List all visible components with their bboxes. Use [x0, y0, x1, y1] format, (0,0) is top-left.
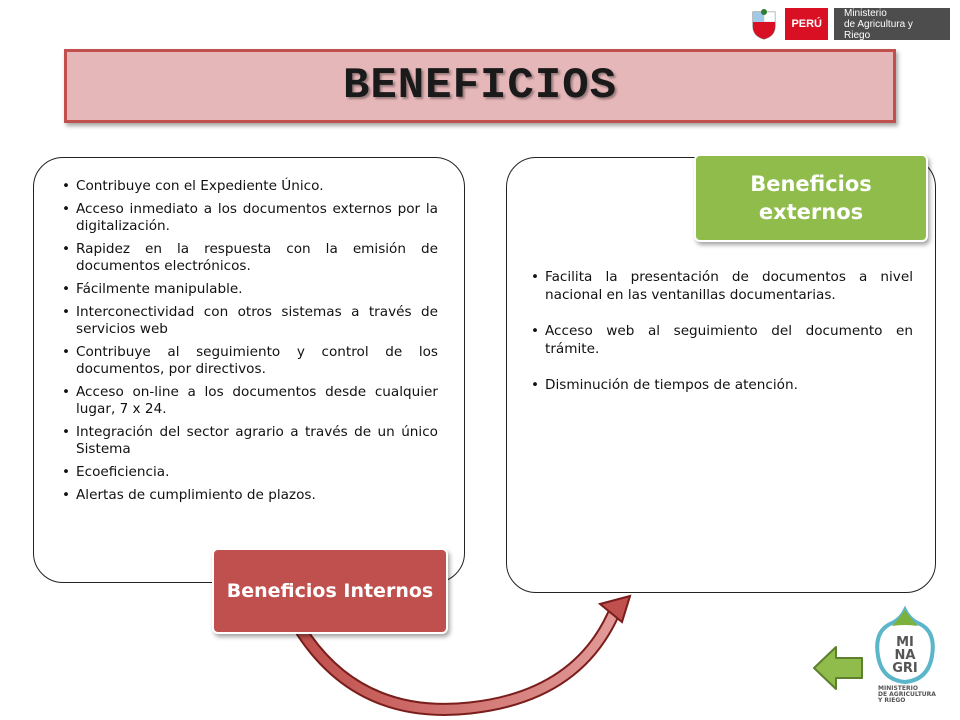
internal-benefits-label: Beneficios Internos	[212, 548, 448, 634]
list-item: • Disminución de tiempos de atención.	[531, 376, 913, 394]
internal-benefits-panel	[33, 157, 465, 583]
list-item: • Interconectividad con otros sistemas a través de servicios web	[62, 304, 438, 338]
coat-of-arms-icon	[749, 8, 779, 40]
back-button[interactable]	[812, 644, 864, 692]
list-item: • Acceso web al seguimiento del documento en trámite.	[531, 322, 913, 358]
ministry-line-2: de Agricultura y Riego	[844, 18, 913, 41]
ministry-line-1: Ministerio	[844, 7, 887, 19]
list-item: • Facilita la presentación de documentos a nivel nacional en las ventanillas documentarias.	[531, 268, 913, 304]
list-item: • Fácilmente manipulable.	[62, 281, 438, 298]
peru-label: PERÚ	[785, 8, 828, 40]
external-benefits-list	[531, 268, 913, 412]
page-title: BENEFICIOS	[342, 61, 618, 111]
logo-line-3: GRI	[892, 661, 918, 676]
arrow-left-icon	[814, 647, 862, 689]
minagri-caption-2: DE AGRICULTURA	[878, 691, 936, 698]
logo-line-1: MI	[896, 635, 914, 650]
list-item: • Contribuye con el Expediente Único.	[62, 178, 438, 195]
list-item: • Rapidez en la respuesta con la emisión de documentos electrónicos.	[62, 241, 438, 275]
logo-line-2: NA	[894, 648, 916, 663]
minagri-caption-3: Y RIEGO	[878, 697, 906, 704]
list-item: • Integración del sector agrario a través de un único Sistema	[62, 424, 438, 458]
external-label-line-2: externos	[758, 200, 864, 224]
list-item: • Ecoeficiencia.	[62, 464, 438, 481]
minagri-caption-1: MINISTERIO	[878, 685, 918, 692]
external-benefits-label	[694, 154, 928, 242]
internal-benefits-list	[62, 178, 438, 510]
list-item: • Contribuye al seguimiento y control de los documentos, por directivos.	[62, 344, 438, 378]
title-banner	[64, 49, 896, 123]
ministry-label	[834, 8, 950, 40]
minagri-caption	[878, 686, 936, 704]
ministry-header-logo	[749, 8, 950, 40]
list-item: • Acceso inmediato a los documentos externos por la digitalización.	[62, 201, 438, 235]
list-item: • Alertas de cumplimiento de plazos.	[62, 487, 438, 504]
list-item: • Acceso on-line a los documentos desde cualquier lugar, 7 x 24.	[62, 384, 438, 418]
external-label-line-1: Beneficios	[750, 172, 872, 196]
